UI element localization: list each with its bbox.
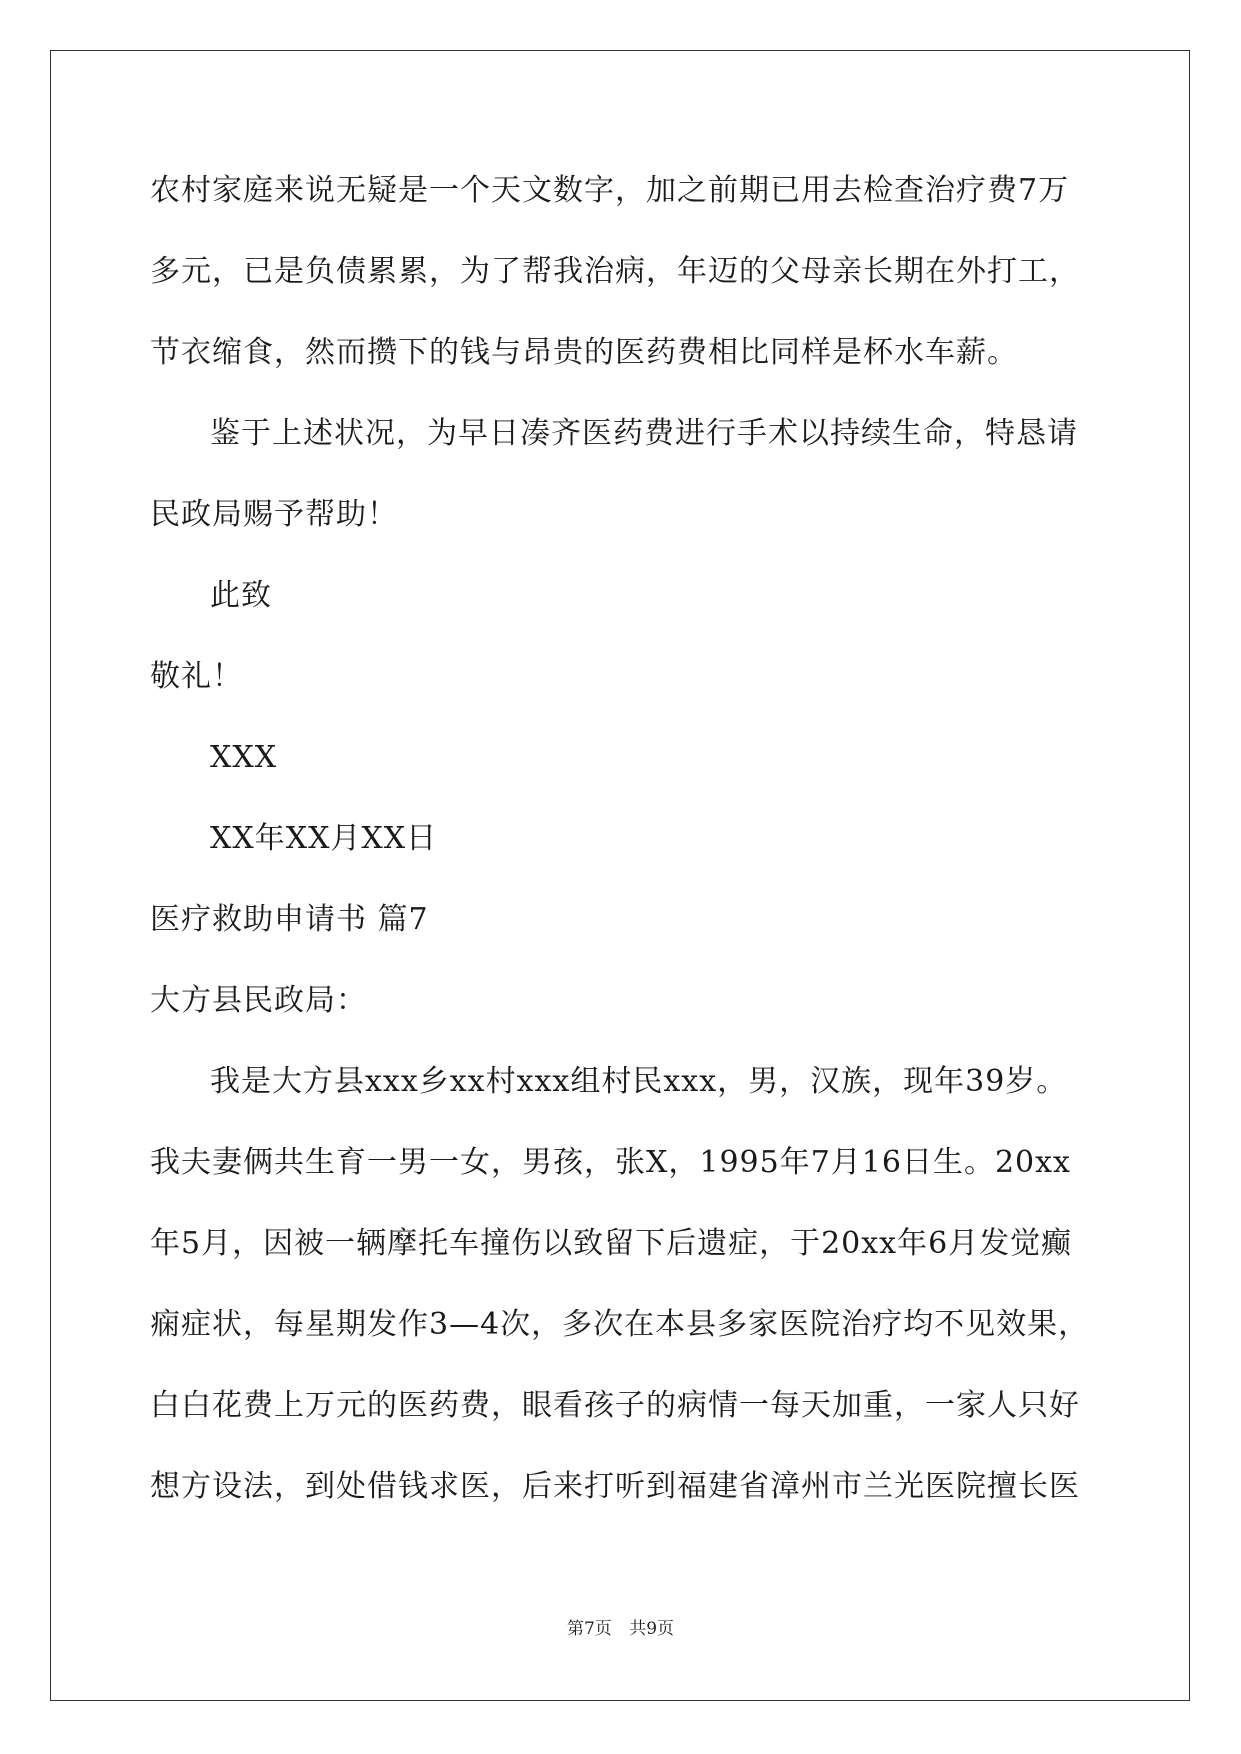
total-page-count: 共9页 xyxy=(629,1619,675,1639)
paragraph-line: 我是大方县xxx乡xx村xxx组村民xxx，男，汉族，现年39岁。 xyxy=(210,1064,1068,1099)
paragraph-line: 鉴于上述状况，为早日凑齐医药费进行手术以持续生命，特恳请 xyxy=(210,416,1078,451)
paragraph-line: 节衣缩食，然而攒下的钱与昂贵的医药费相比同样是杯水车薪。 xyxy=(150,335,1018,370)
paragraph-line: 想方设法，到处借钱求医，后来打听到福建省漳州市兰光医院擅长医 xyxy=(150,1469,1080,1504)
addressee: 大方县民政局： xyxy=(150,983,367,1018)
paragraph-line: 痫症状，每星期发作3—4次，多次在本县多家医院治疗均不见效果， xyxy=(150,1307,1090,1342)
current-page-number: 第7页 xyxy=(566,1619,612,1639)
document-body xyxy=(150,150,1090,1527)
paragraph-line: 多元，已是负债累累，为了帮我治病，年迈的父母亲长期在外打工， xyxy=(150,254,1080,289)
closing-regards: 敬礼！ xyxy=(150,659,243,694)
paragraph-line: 年5月，因被一辆摩托车撞伤以致留下后遗症，于20xx年6月发觉癫 xyxy=(150,1226,1073,1261)
page-footer xyxy=(0,1614,1241,1639)
paragraph-line: 农村家庭来说无疑是一个天文数字，加之前期已用去检查治疗费7万 xyxy=(150,173,1070,208)
paragraph-line: 我夫妻俩共生育一男一女，男孩，张X，1995年7月16日生。20xx xyxy=(150,1145,1071,1180)
section-heading: 医疗救助申请书 篇7 xyxy=(150,902,429,937)
paragraph-line: 民政局赐予帮助！ xyxy=(150,497,398,532)
paragraph-line: 白白花费上万元的医药费，眼看孩子的病情一每天加重，一家人只好 xyxy=(150,1388,1080,1423)
signature-date: XX年XX月XX日 xyxy=(210,821,438,856)
closing-salutation: 此致 xyxy=(210,578,272,613)
signature-name: XXX xyxy=(210,740,278,775)
